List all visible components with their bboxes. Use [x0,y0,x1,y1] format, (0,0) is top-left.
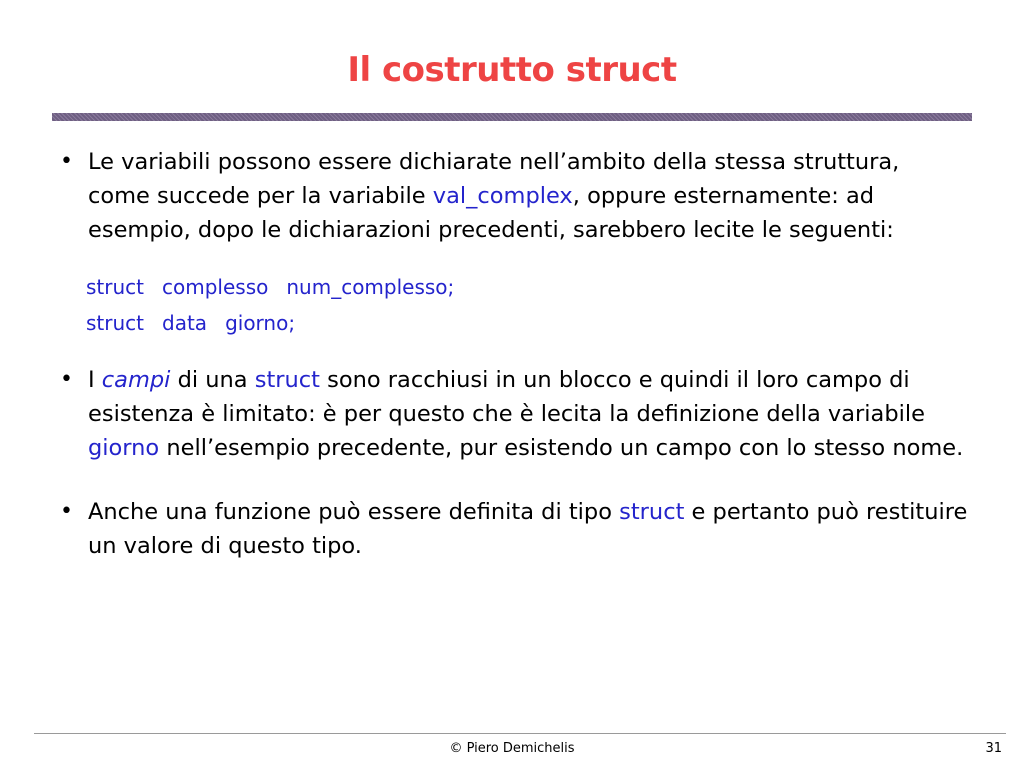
bullet-dot: • [60,149,73,174]
code-token: complesso [162,275,269,299]
bullet-item [58,145,968,247]
code-token: struct [86,311,144,335]
code-token: struct [86,275,144,299]
page-number: 31 [985,741,1002,756]
title-divider [52,113,972,121]
code-line [58,269,968,305]
code-token: giorno; [225,311,296,335]
bullet-text: sono racchiusi in un blocco e quindi il loro campo di esistenza è limitato: è per questo che è lecita la definizione della variabile [88,367,925,427]
slide-body [58,145,968,563]
bullet-item [58,495,968,563]
bullet-text: di una [170,367,255,393]
slide-title: Il costrutto struct [347,50,677,90]
code-term: giorno [88,435,160,461]
code-line [58,305,968,341]
code-token: data [162,311,208,335]
code-term: val_complex [432,183,573,209]
bullet-item [58,363,968,465]
code-token: num_complesso; [286,275,455,299]
code-term: struct [619,499,685,525]
code-term: struct [254,367,320,393]
bullet-text: I [88,367,102,393]
footer-divider [34,733,1006,734]
bullet-text: Le variabili possono essere dichiarate nell’ambito della stessa struttura, come succede per la variabile [88,149,900,209]
bullet-text: nell’esempio precedente, pur esistendo un campo con lo stesso nome. [159,435,964,461]
bullet-text: Anche una funzione può essere definita di tipo [88,499,620,525]
bullet-dot: • [60,367,73,392]
bullet-dot: • [60,499,73,524]
code-term: campi [101,367,171,393]
footer-copyright: © Piero Demichelis [449,741,575,756]
bullet-text: e pertanto può restituire un valore di questo tipo. [88,499,968,559]
bullet-text: , oppure esternamente: ad esempio, dopo le dichiarazioni precedenti, sarebbero lecite le seguenti: [88,183,894,243]
